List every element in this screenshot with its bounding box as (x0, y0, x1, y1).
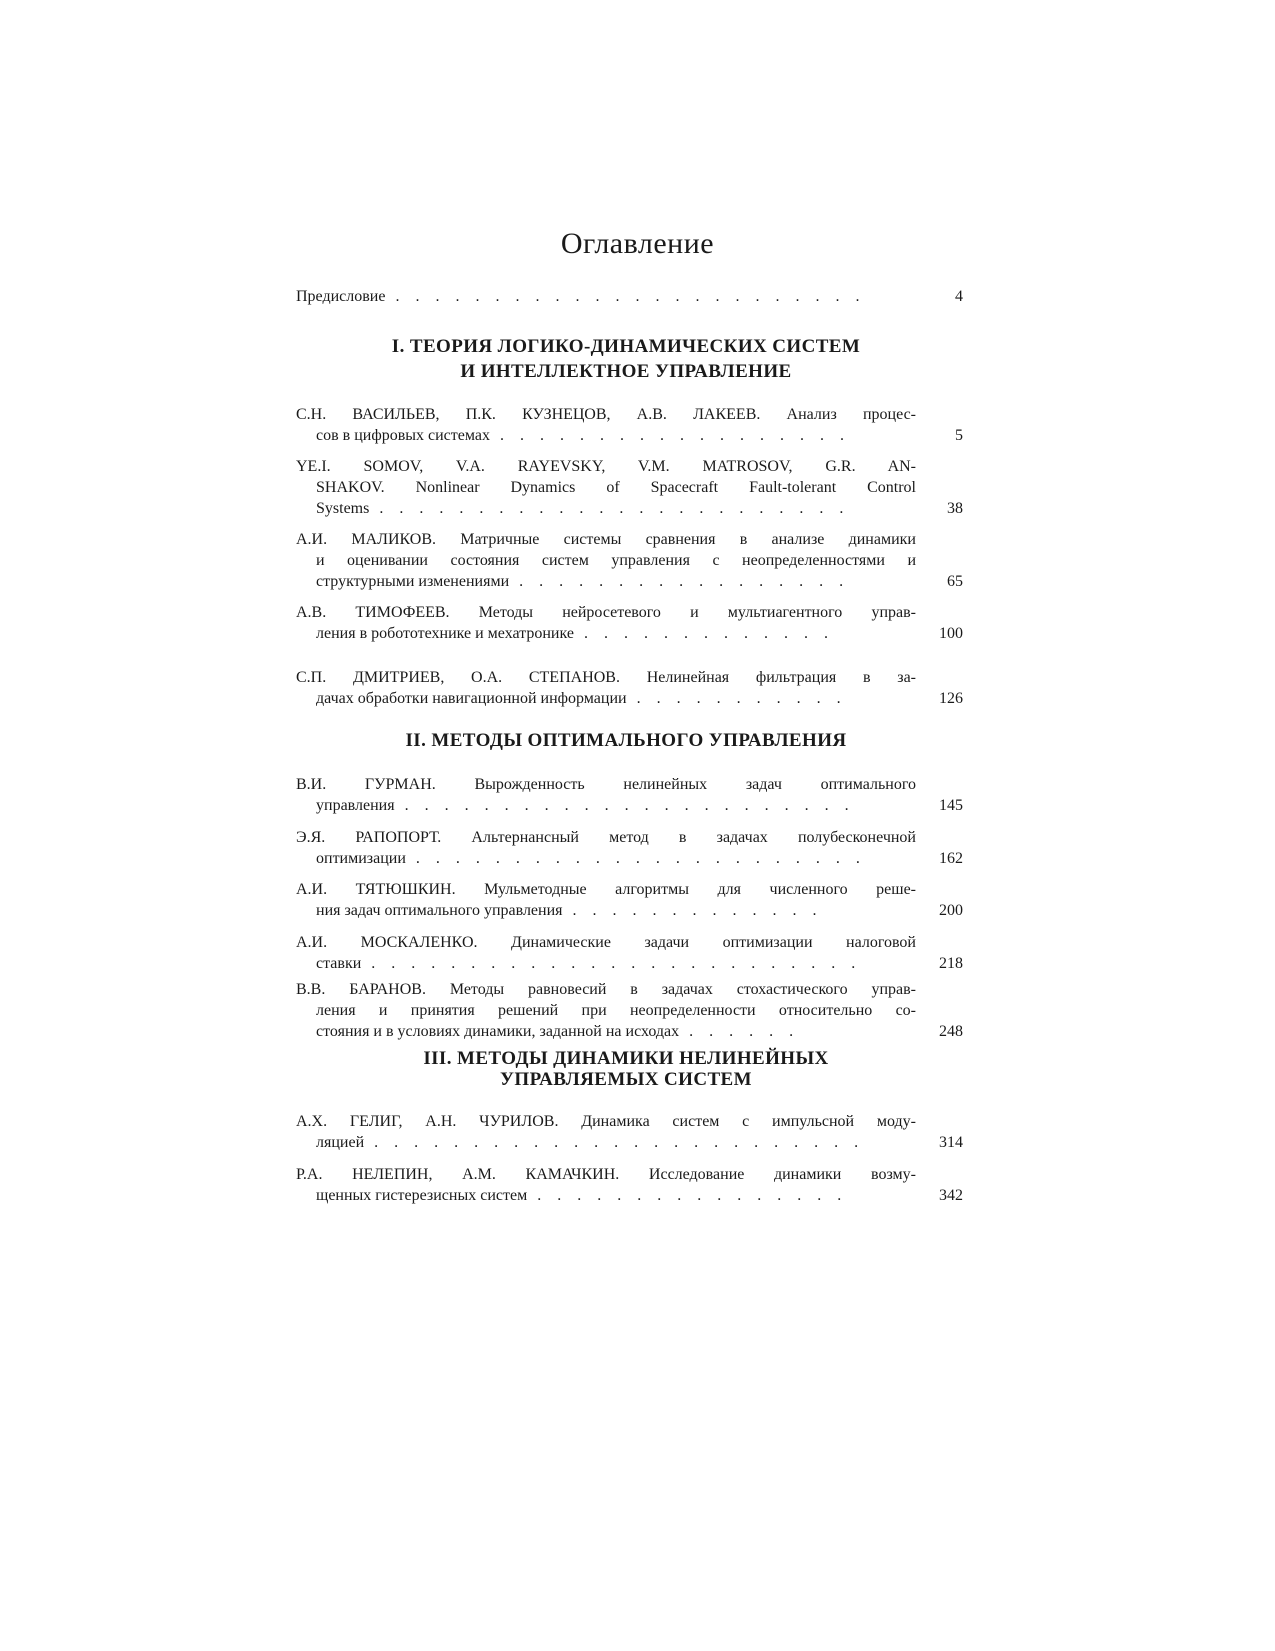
toc-entry-line[interactable] (316, 1132, 916, 1153)
toc-entry-line[interactable]: и оценивании состояния систем управления с неопределенностями и (316, 552, 916, 569)
toc-page-number: 218 (939, 955, 963, 972)
toc-entry-label: ния задач оптимального управления (316, 902, 563, 919)
section-heading (296, 1048, 956, 1090)
leader-dots: . . . . . . . . . . . . . . . . . . . . . . . . (385, 288, 866, 305)
toc-entry-label: сов в цифровых системах (316, 427, 490, 444)
toc-entry-line[interactable] (316, 795, 916, 816)
toc-entry-line[interactable]: А.В. ТИМОФЕЕВ. Методы нейросетевого и мультиагентного управ- (296, 604, 916, 621)
toc-entry-line[interactable] (316, 1021, 916, 1042)
section-heading-line: II. МЕТОДЫ ОПТИМАЛЬНОГО УПРАВЛЕНИЯ (405, 730, 847, 751)
toc-entry-line[interactable]: С.Н. ВАСИЛЬЕВ, П.К. КУЗНЕЦОВ, А.В. ЛАКЕЕВ. Анализ процес- (296, 406, 916, 423)
leader-dots: . . . . . . . . . . . (626, 690, 847, 707)
toc-entry-line[interactable] (316, 623, 916, 644)
toc-page-number: 342 (939, 1187, 963, 1204)
toc-entry-line[interactable]: В.В. БАРАНОВ. Методы равновесий в задачах стохастического управ- (296, 981, 916, 998)
toc-entry-line[interactable]: Э.Я. РАПОПОРТ. Альтернансный метод в задачах полубесконечной (296, 829, 916, 846)
toc-entry-line[interactable]: В.И. ГУРМАН. Вырожденность нелинейных задач оптимального (296, 776, 916, 793)
leader-dots: . . . . . . . . . . . . . (562, 902, 823, 919)
section-heading-line: УПРАВЛЯЕМЫХ СИСТЕМ (500, 1069, 752, 1090)
toc-page-number: 4 (955, 288, 963, 305)
section-heading (296, 728, 956, 753)
toc-entry-label: структурными изменениями (316, 573, 510, 590)
toc-page-number: 65 (947, 573, 963, 590)
toc-entry-line[interactable] (316, 1185, 916, 1206)
section-heading (296, 334, 956, 384)
toc-entry-label: управления (316, 797, 395, 814)
section-heading-line: III. МЕТОДЫ ДИНАМИКИ НЕЛИНЕЙНЫХ (423, 1048, 829, 1069)
toc-page-number: 248 (939, 1023, 963, 1040)
toc-page-number: 200 (939, 902, 963, 919)
toc-entry-line[interactable]: А.И. ТЯТЮШКИН. Мульметодные алгоритмы для численного реше- (296, 881, 916, 898)
leader-dots: . . . . . . (679, 1023, 800, 1040)
toc-entry-line[interactable]: ления и принятия решений при неопределенности относительно со- (316, 1002, 916, 1019)
toc-entry-preface[interactable] (296, 286, 916, 307)
leader-dots: . . . . . . . . . . . . . . . . . . . . . . . (394, 797, 855, 814)
toc-entry-line[interactable] (316, 953, 916, 974)
toc-entry-line[interactable] (316, 425, 916, 446)
toc-entry-line[interactable] (316, 571, 916, 592)
toc-entry-label: дачах обработки навигационной информации (316, 690, 627, 707)
toc-entry-label: Предисловие (296, 288, 386, 305)
toc-entry-line[interactable] (316, 688, 916, 709)
toc-page-number: 100 (939, 625, 963, 642)
toc-page-number: 126 (939, 690, 963, 707)
toc-entry-label: оптимизации (316, 850, 406, 867)
toc-page-number: 38 (947, 500, 963, 517)
section-heading-line: I. ТЕОРИЯ ЛОГИКО-ДИНАМИЧЕСКИХ СИСТЕМ (391, 336, 861, 357)
toc-entry-line[interactable]: А.Х. ГЕЛИГ, А.Н. ЧУРИЛОВ. Динамика систем с импульсной моду- (296, 1113, 916, 1130)
toc-page-number: 145 (939, 797, 963, 814)
toc-entry-line[interactable]: А.И. МАЛИКОВ. Матричные системы сравнения в анализе динамики (296, 531, 916, 548)
leader-dots: . . . . . . . . . . . . . . . . . . (489, 427, 850, 444)
toc-entry-line[interactable]: YE.I. SOMOV, V.A. RAYEVSKY, V.M. MATROSOV, G.R. AN- (296, 458, 916, 475)
toc-entry-line[interactable] (316, 848, 916, 869)
section-heading-line: И ИНТЕЛЛЕКТНОЕ УПРАВЛЕНИЕ (460, 361, 792, 382)
page-title: Оглавление (560, 227, 715, 260)
toc-entry-line[interactable]: SHAKOV. Nonlinear Dynamics of Spacecraft Fault-tolerant Control (316, 479, 916, 496)
leader-dots: . . . . . . . . . . . . . . . . . . . . . . . (405, 850, 866, 867)
toc-page-number: 5 (955, 427, 963, 444)
leader-dots: . . . . . . . . . . . . . . . . . . . . . . . . (369, 500, 850, 517)
toc-entry-line[interactable]: А.И. МОСКАЛЕНКО. Динамические задачи оптимизации налоговой (296, 934, 916, 951)
leader-dots: . . . . . . . . . . . . . . . . . (509, 573, 850, 590)
leader-dots: . . . . . . . . . . . . . . . . . . . . . . . . . (364, 1134, 865, 1151)
toc-entry-label: ляцией (316, 1134, 365, 1151)
toc-entry-line[interactable] (316, 498, 916, 519)
toc-entry-label: ставки (316, 955, 362, 972)
toc-entry-line[interactable]: С.П. ДМИТРИЕВ, О.А. СТЕПАНОВ. Нелинейная фильтрация в за- (296, 669, 916, 686)
toc-page-number: 314 (939, 1134, 963, 1151)
toc-page-number: 162 (939, 850, 963, 867)
leader-dots: . . . . . . . . . . . . . . . . . . . . . . . . . (361, 955, 862, 972)
toc-entry-label: Systems (316, 500, 370, 517)
toc-entry-line[interactable] (316, 900, 916, 921)
toc-entry-line[interactable]: Р.А. НЕЛЕПИН, А.М. КАМАЧКИН. Исследование динамики возму- (296, 1166, 916, 1183)
leader-dots: . . . . . . . . . . . . . . . . (527, 1187, 848, 1204)
toc-entry-label: ления в робототехнике и мехатронике (316, 625, 574, 642)
toc-entry-label: стояния и в условиях динамики, заданной на исходах (316, 1023, 680, 1040)
toc-entry-label: щенных гистерезисных систем (316, 1187, 528, 1204)
leader-dots: . . . . . . . . . . . . . (573, 625, 834, 642)
